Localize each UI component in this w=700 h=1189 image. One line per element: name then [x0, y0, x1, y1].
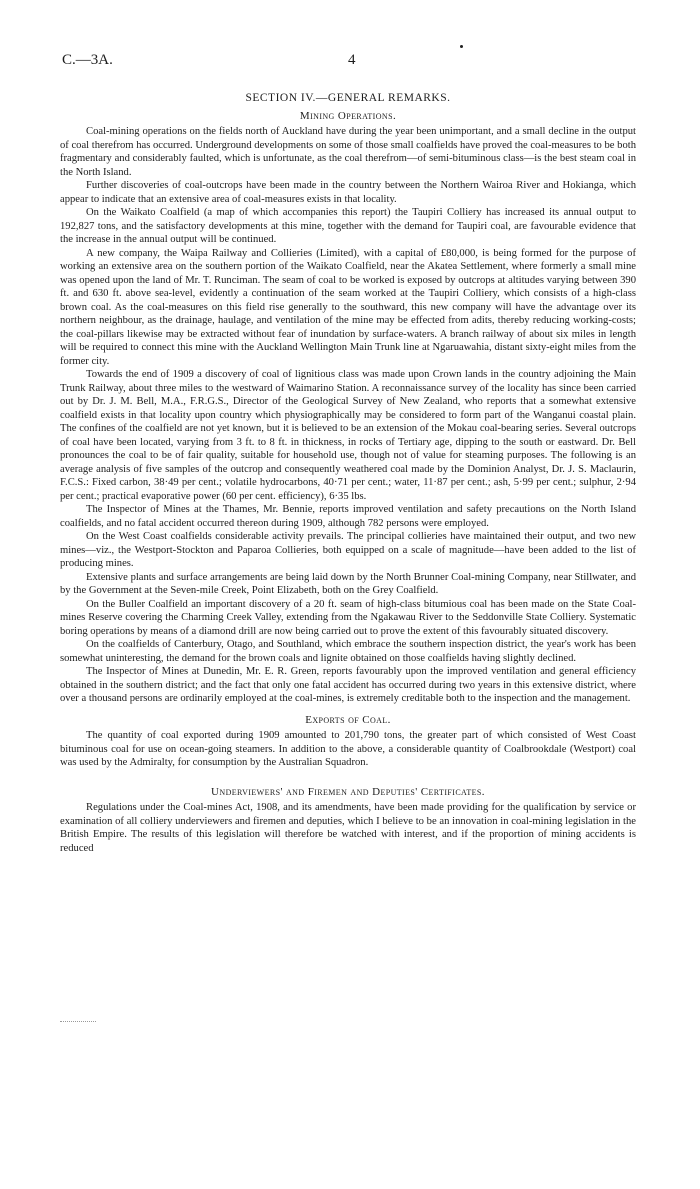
paragraph: On the West Coast coalfields considerable activity prevails. The principal collieries have maintained their output, and two new mines—viz., the Westport-Stockton and Paparoa Collieries, both equipped on a scale of magnitude—have been added to the list of producing mines.: [60, 531, 636, 569]
paragraph: On the Waikato Coalfield (a map of which accompanies this report) the Taupiri Colliery has increased its annual output to 192,827 tons, and the satisfactory developments at this mine, together with the demand for Taupiri coal, are favourable evidence that the increase in the annual output will be continued.: [60, 207, 636, 245]
paragraph: The quantity of coal exported during 1909 amounted to 201,790 tons, the greater part of which consisted of West Coast bituminous coal for use on ocean-going steamers. In addition to the above, a considerable quantity of Coalbrookdale (Westport) coal was used by the Admiralty, for consumption by the Australian Squadron.: [60, 730, 636, 768]
page-number: 4: [348, 52, 356, 68]
subheading-exports-of-coal: Exports of Coal.: [305, 713, 391, 726]
paragraph: Towards the end of 1909 a discovery of coal of lignitious class was made upon Crown lands in the country adjoining the Main Trunk Railway, about three miles to the westward of Waimarino Station. A reconnaissance survey of the locality has since been carried out by Dr. J. M. Bell, M.A., F.R.G.S., Director of the Geological Survey of New Zealand, who reports that a somewhat extensive coalfield exists in that locality upon country which physiographically may be considered to form part of the Wanganui coastal plain. The confines of the coalfield are not yet known, but it is believed to be an extension of the Mokau coal-bearing series. Several outcrops of coal have been located, varying from 3 ft. to 8 ft. in thickness, in rocks of Tertiary age, dipping to the south or eastward. Dr. Bell pronounces the coal to be of fair quality, suitable for household use, though not of value for steaming purposes. The following is an average analysis of five samples of the outcrop and consequently weathered coal made by the Dominion Analyst, Dr. J. S. Maclaurin, F.C.S.: Fixed carbon, 38·49 per cent.; volatile hydrocarbons, 40·71 per cent.; water, 11·87 per cent.; ash, 5·99 per cent.; sulphur, 2·94 per cent.; practical evaporative power (60 per cent. efficiency), 6·35 lbs.: [60, 369, 636, 502]
subheading-mining-operations: Mining Operations.: [299, 109, 397, 122]
paragraph: On the coalfields of Canterbury, Otago, and Southland, which embrace the southern inspection district, the year's work has been somewhat uninteresting, the demand for the brown coals and lignite obtained on those coalfields having slightly declined.: [60, 639, 636, 664]
paragraph: A new company, the Waipa Railway and Collieries (Limited), with a capital of £80,000, is being formed for the purpose of working an extensive area on the southern portion of the Waikato Coalfield, near the Akatea Settlement, where formerly a small mine was opened upon the land of Mr. T. Runciman. The seam of coal to be worked is exposed by outcrops at altitudes varying between 390 ft. and 630 ft. above sea-level, evidently a continuation of the seam worked at the Taupiri Colliery, which consists of a high-class brown coal. As the coal-measures on this field rise generally to the southward, this new company will have the advantage over its northern neighbour, as the drainage, haulage, and ventilation of the mine may be effected from adits, thereby reducing working-costs; the coal-pillars likewise may be extracted without fear of inundation by surface-waters. A branch railway of about six miles in length will be required to connect this mine with the Auckland Wellington Main Trunk line at Ngaruawahia, distant sixty-eight miles from the former city.: [60, 247, 636, 367]
page-body: [60, 92, 636, 855]
paragraph: On the Buller Coalfield an important discovery of a 20 ft. seam of high-class bitumious coal has been made on the State Coal-mines Reserve covering the Charming Creek Valley, extending from the Ngakawau River to the Seddonville State Colliery. Systematic boring operations by means of a diamond drill are now being carried out to prove the extent of this favourably situated discovery.: [60, 598, 636, 637]
paragraph: The Inspector of Mines at Dunedin, Mr. E. R. Green, reports favourably upon the improved ventilation and general efficiency obtained in the southern district; and the fact that only one fatal accident has occurred during two years in this extensive district, where over a thousand persons are ordinarily employed at the coal-mines, is extremely creditable both to the inspection and the management.: [60, 666, 636, 704]
section-title: SECTION IV.—GENERAL REMARKS.: [245, 92, 451, 104]
subheading-certificates: Underviewers' and Firemen and Deputies' Certificates.: [211, 785, 485, 798]
section-divider: [60, 1021, 96, 1022]
page-header: [62, 52, 642, 72]
paragraph: The Inspector of Mines at the Thames, Mr. Bennie, reports improved ventilation and safety precautions on the North Island coalfields, and no fatal accident occurred thereon during 1909, although 782 persons were employed.: [60, 504, 636, 529]
document-reference: C.—3A.: [62, 52, 113, 68]
spacer: [60, 770, 636, 786]
spacer: [60, 706, 636, 714]
paragraph: Further discoveries of coal-outcrops have been made in the country between the Northern Wairoa River and Hokianga, which appear to indicate that an extensive area of coal-measures exists in that locality.: [60, 180, 636, 205]
paragraph: Regulations under the Coal-mines Act, 1908, and its amendments, have been made providing for the qualification by service or examination of all colliery underviewers and firemen and deputies, which I believe to be an innovation in coal-mining legislation in the British Empire. The results of this legislation will therefore be watched with interest, and if the proportion of mining accidents is reduced: [60, 802, 636, 854]
paragraph: Coal-mining operations on the fields north of Auckland have during the year been unimportant, and a small decline in the output of coal therefrom has occurred. Underground developments on some of those small coalfields have proved the coal-measures to be both fragmentary and considerably faulted, which is unfortunate, as the coal therefrom—of semi-bituminous class—is the best steam coal in the North Island.: [60, 126, 636, 178]
print-speck: [460, 45, 463, 48]
paragraph: Extensive plants and surface arrangements are being laid down by the North Brunner Coal-mining Company, near Stillwater, and by the Government at the Seven-mile Creek, Point Elizabeth, both on the Grey Coalfield.: [60, 571, 636, 596]
